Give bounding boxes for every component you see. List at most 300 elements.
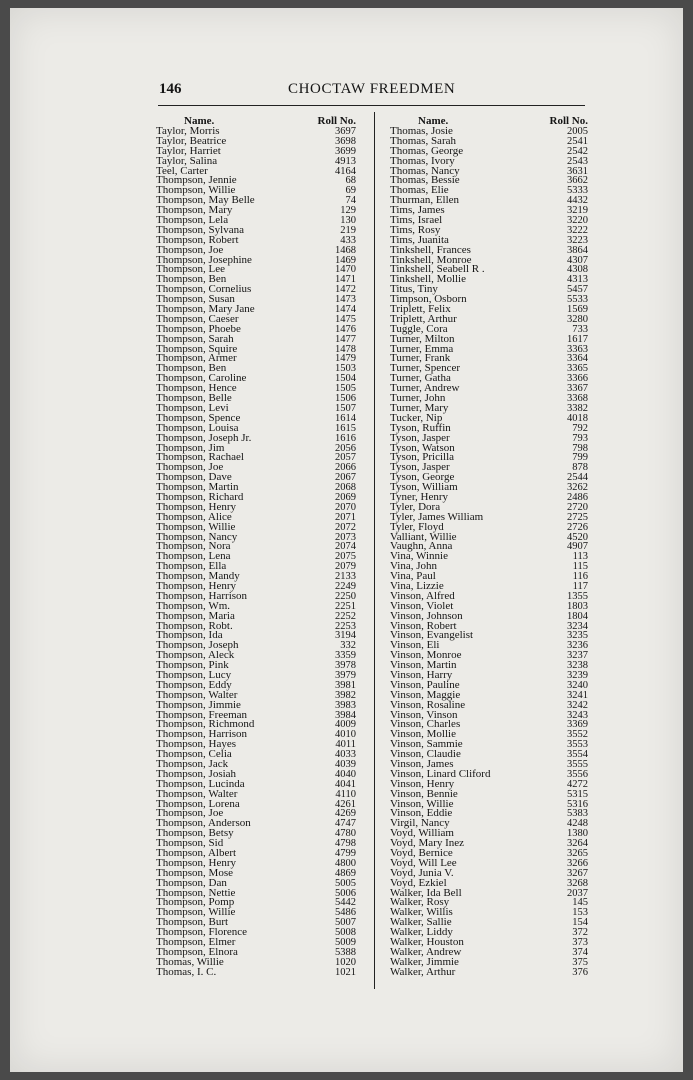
entry-roll-number: 4272 — [567, 778, 588, 790]
entry-roll-number: 2068 — [335, 482, 356, 494]
entry-name: Taylor, Beatrice — [156, 134, 227, 147]
entry-name: Vinson, Bennie — [390, 787, 458, 800]
entry-roll-number: 1476 — [335, 323, 356, 335]
entry-roll-number: 1616 — [335, 432, 356, 444]
entry-name: Walker, Ida Bell — [390, 886, 462, 899]
entry-name: Thompson, Lela — [156, 214, 229, 227]
entry-name: Voyd, William — [390, 827, 454, 840]
page-number: 146 — [159, 81, 182, 97]
entry-roll-number: 1614 — [335, 412, 356, 424]
entry-roll-number: 3698 — [335, 135, 356, 147]
entry-name: Thompson, Pomp — [156, 896, 235, 909]
entry-name: Thompson, Sylvana — [156, 223, 244, 236]
entry-name: Tyson, William — [390, 481, 458, 494]
entry-roll-number: 1506 — [335, 393, 356, 405]
entry-name: Vinson, Alfred — [390, 589, 455, 602]
entry-name: Thompson, Joe — [156, 243, 224, 256]
entry-roll-number: 219 — [340, 224, 356, 236]
entry-name: Thompson, Albert — [156, 847, 237, 860]
entry-name: Thompson, Elnora — [156, 945, 238, 958]
entry-roll-number: 3239 — [567, 669, 588, 681]
entry-roll-number: 5388 — [335, 946, 356, 958]
entry-roll-number: 1617 — [567, 333, 588, 345]
page-title: CHOCTAW FREEDMEN — [288, 81, 456, 97]
entry-name: Tyson, Jasper — [390, 431, 450, 444]
entry-roll-number: 3368 — [567, 393, 588, 405]
entry-name: Tims, Israel — [390, 214, 443, 227]
entry-roll-number: 2037 — [567, 887, 588, 899]
entry-name: Thompson, Harrison — [156, 589, 248, 602]
entry-roll-number: 4041 — [335, 778, 356, 790]
entry-roll-number: 4110 — [335, 788, 356, 800]
entry-name: Tims, Rosy — [390, 223, 441, 236]
entry-name: Thompson, Jim — [156, 441, 225, 454]
entry-name: Tuggle, Cora — [390, 322, 448, 335]
entry-roll-number: 3365 — [567, 363, 588, 375]
entry-name: Tinkshell, Monroe — [390, 253, 472, 266]
entry-roll-number: 3382 — [567, 402, 588, 414]
entry-roll-number: 3359 — [335, 650, 356, 662]
entry-roll-number: 115 — [572, 561, 588, 573]
entry-roll-number: 4308 — [567, 264, 588, 276]
entry-name: Thompson, Jack — [156, 758, 229, 770]
entry-name: Vinson, Charles — [390, 718, 461, 731]
entry-name: Thompson, Lee — [156, 263, 226, 276]
entry-roll-number: 2067 — [335, 472, 356, 484]
entry-name: Thompson, Walter — [156, 688, 238, 701]
entry-name: Thompson, Burt — [156, 916, 229, 929]
entry-roll-number: 3984 — [335, 709, 356, 721]
entry-name: Tinkshell, Mollie — [390, 273, 466, 286]
entry-roll-number: 5457 — [567, 284, 588, 296]
entry-name: Thompson, Robt. — [156, 619, 233, 632]
entry-name: Tyson, Pricilla — [390, 451, 455, 464]
entry-roll-number: 5442 — [335, 897, 356, 909]
entry-name: Thomas, Josie — [390, 125, 453, 137]
entry-name: Walker, Houston — [390, 936, 464, 949]
entry-name: Thompson, Sid — [156, 837, 224, 850]
entry-roll-number: 1478 — [335, 343, 356, 355]
entry-roll-number: 2074 — [335, 541, 356, 553]
entry-name: Vinson, Mollie — [390, 728, 456, 741]
entry-name: Thompson, Spence — [156, 411, 241, 424]
entry-roll-number: 5006 — [335, 887, 356, 899]
entry-roll-number: 2070 — [335, 501, 356, 513]
entry-roll-number: 2075 — [335, 551, 356, 563]
right-entry-list — [390, 127, 588, 978]
entry-roll-number: 3864 — [567, 244, 588, 256]
entry-roll-number: 3983 — [335, 699, 356, 711]
entry-name: Walker, Jimmie — [390, 955, 459, 968]
entry-roll-number: 3699 — [335, 145, 356, 157]
entry-roll-number: 4164 — [335, 165, 356, 177]
name-header: Name. — [418, 115, 449, 127]
entry-name: Thompson, Ella — [156, 560, 227, 573]
entry-name: Tyner, Henry — [390, 490, 449, 503]
entry-roll-number: 2251 — [335, 600, 356, 612]
entry-name: Thompson, Mary Jane — [156, 303, 255, 316]
entry-roll-number: 4798 — [335, 838, 356, 850]
entry-roll-number: 376 — [572, 966, 588, 978]
entry-roll-number: 3554 — [567, 749, 588, 761]
entry-name: Vinson, Eddie — [390, 807, 453, 820]
entry-name: Thompson, Richmond — [156, 718, 255, 731]
entry-name: Vina, Paul — [390, 570, 436, 583]
entry-name: Thompson, Hayes — [156, 738, 237, 751]
entry-roll-number: 3237 — [567, 650, 588, 662]
entry-roll-number: 1475 — [335, 313, 356, 325]
entry-name: Thomas, Ivory — [390, 154, 455, 167]
entry-name: Turner, Mary — [390, 401, 449, 414]
entry-name: Thompson, Henry — [156, 500, 237, 513]
entry-roll-number: 1507 — [335, 402, 356, 414]
entry-roll-number: 3979 — [335, 669, 356, 681]
entry-roll-number: 2056 — [335, 442, 356, 454]
entry-roll-number: 117 — [572, 580, 588, 592]
entry-roll-number: 792 — [572, 422, 588, 434]
entry-roll-number: 3219 — [567, 205, 588, 217]
entry-name: Tyson, George — [390, 471, 455, 484]
entry-roll-number: 3366 — [567, 373, 588, 385]
entry-name: Tucker, Nip — [390, 411, 443, 424]
entry-name: Thompson, Robert — [156, 233, 239, 246]
entry-roll-number: 4780 — [335, 828, 356, 840]
entry-roll-number: 2071 — [335, 511, 356, 523]
entry-roll-number: 5333 — [567, 185, 588, 197]
entry-name: Thompson, Levi — [156, 401, 229, 414]
entry-name: Walker, Sallie — [390, 916, 452, 929]
entry-name: Thompson, Cornelius — [156, 283, 252, 296]
entry-name: Vinson, Martin — [390, 659, 457, 672]
entry-name: Thompson, Jimmie — [156, 698, 241, 711]
entry-roll-number: 2250 — [335, 590, 356, 602]
entry-roll-number: 2066 — [335, 462, 356, 474]
entry-name: Thompson, May Belle — [156, 194, 255, 207]
entry-name: Vinson, Eli — [390, 639, 440, 652]
entry-name: Thompson, Willie — [156, 520, 236, 533]
entry-name: Thompson, Willie — [156, 184, 236, 197]
entry-roll-number: 1469 — [335, 254, 356, 266]
entry-name: Vinson, Rosaline — [390, 698, 466, 711]
entry-name: Thurman, Ellen — [390, 194, 460, 207]
entry-roll-number: 3268 — [567, 877, 588, 889]
entry-name: Tyler, James William — [390, 510, 484, 523]
entry-name: Taylor, Morris — [156, 125, 220, 137]
entry-roll-number: 4520 — [567, 531, 588, 543]
entry-roll-number: 1471 — [335, 274, 356, 286]
entry-roll-number: 4747 — [335, 818, 356, 830]
entry-roll-number: 2541 — [567, 135, 588, 147]
entry-name: Taylor, Harriet — [156, 144, 221, 157]
entry-roll-number: 793 — [572, 432, 588, 444]
entry-name: Voyd, Ezkiel — [390, 876, 447, 889]
entry-roll-number: 3369 — [567, 719, 588, 731]
entry-name: Thompson, Martin — [156, 481, 239, 494]
entry-name: Vinson, Violet — [390, 599, 454, 612]
entry-name: Thompson, Rachael — [156, 451, 244, 464]
column-divider — [374, 112, 375, 989]
entry-roll-number: 1021 — [335, 966, 356, 978]
entry-name: Walker, Rosy — [390, 896, 450, 909]
entry-roll-number: 2726 — [567, 521, 588, 533]
entry-roll-number: 4432 — [567, 195, 588, 207]
entry-roll-number: 4009 — [335, 719, 356, 731]
entry-roll-number: 3265 — [567, 848, 588, 860]
entry-roll-number: 113 — [572, 551, 588, 563]
header-rule — [158, 105, 585, 106]
entry-name: Thompson, Lucy — [156, 668, 232, 681]
entry-roll-number: 3981 — [335, 679, 356, 691]
entry-roll-number: 2005 — [567, 126, 588, 137]
entry-roll-number: 3234 — [567, 620, 588, 632]
entry-name: Thompson, Lucinda — [156, 777, 245, 790]
entry-roll-number: 116 — [572, 571, 588, 583]
entry-roll-number: 3553 — [567, 739, 588, 751]
entry-roll-number: 3363 — [567, 343, 588, 355]
entry-name: Thompson, Josiah — [156, 767, 237, 780]
entry-roll-number: 2542 — [567, 145, 588, 157]
entry-roll-number: 5316 — [567, 798, 588, 810]
entry-name: Thompson, Mose — [156, 866, 233, 879]
entry-name: Voyd, Bernice — [390, 847, 453, 860]
entry-name: Vinson, Evangelist — [390, 629, 474, 642]
entry-roll-number: 5005 — [335, 877, 356, 889]
entry-name: Thompson, Dave — [156, 471, 232, 484]
entry-name: Thompson, Caeser — [156, 312, 239, 325]
entry-name: Tyson, Jasper — [390, 461, 450, 474]
entry-name: Thomas, Nancy — [390, 164, 460, 177]
entry-roll-number: 1020 — [335, 956, 356, 968]
entry-name: Vina, Lizzie — [390, 579, 444, 592]
entry-roll-number: 5008 — [335, 927, 356, 939]
entry-name: Thomas, George — [390, 144, 464, 157]
entry-name: Thompson, Lorena — [156, 797, 240, 810]
entry-roll-number: 3242 — [567, 699, 588, 711]
entry-name: Triplett, Felix — [390, 303, 451, 316]
entry-name: Tims, Juanita — [390, 233, 449, 246]
entry-roll-number: 3243 — [567, 709, 588, 721]
entry-roll-number: 3556 — [567, 768, 588, 780]
entry-name: Thompson, Maria — [156, 609, 235, 622]
entry-name: Thompson, Susan — [156, 293, 235, 306]
entry-roll-number: 2133 — [335, 571, 356, 583]
entry-roll-number: 1479 — [335, 353, 356, 365]
entry-name: Thomas, I. C. — [156, 965, 217, 978]
entry-name: Vina, John — [390, 560, 438, 573]
entry-name: Thompson, Belle — [156, 392, 232, 405]
document-page — [10, 8, 683, 1072]
entry-name: Turner, Milton — [390, 332, 455, 345]
entry-roll-number: 3367 — [567, 383, 588, 395]
entry-name: Thompson, Alice — [156, 510, 232, 523]
entry-name: Thomas, Elie — [390, 184, 449, 197]
entry-roll-number: 798 — [572, 442, 588, 454]
entry-roll-number: 1803 — [567, 600, 588, 612]
entry-name: Turner, Gatha — [390, 372, 451, 385]
entry-name: Thompson, Nora — [156, 540, 231, 553]
entry-name: Titus, Tiny — [390, 283, 438, 296]
entry-name: Voyd, Mary Inez — [390, 837, 465, 850]
entry-name: Vinson, Harry — [390, 668, 453, 681]
entry-roll-number: 3235 — [567, 630, 588, 642]
entry-name: Thompson, Lena — [156, 550, 231, 563]
left-column — [156, 116, 356, 978]
entry-name: Thompson, Elmer — [156, 936, 236, 949]
entry-name: Valliant, Willie — [390, 530, 457, 543]
entry-roll-number: 4018 — [567, 412, 588, 424]
entry-name: Timpson, Osborn — [390, 293, 467, 306]
entry-roll-number: 3280 — [567, 313, 588, 325]
entry-roll-number: 878 — [572, 462, 588, 474]
entry-roll-number: 4907 — [567, 541, 588, 553]
entry-name: Thompson, Ida — [156, 629, 223, 642]
entry-name: Vinson, James — [390, 758, 454, 770]
entry-name: Vinson, Claudie — [390, 748, 461, 761]
entry-roll-number: 3267 — [567, 867, 588, 879]
entry-name: Turner, John — [390, 392, 446, 405]
entry-name: Thompson, Richard — [156, 490, 244, 503]
entry-name: Turner, Andrew — [390, 382, 460, 395]
entry-name: Thompson, Caroline — [156, 372, 247, 385]
entry-name: Vinson, Sammie — [390, 738, 463, 751]
entry-roll-number: 3266 — [567, 857, 588, 869]
entry-roll-number: 4039 — [335, 759, 356, 770]
list-item — [156, 965, 356, 978]
entry-name: Thompson, Ben — [156, 273, 227, 286]
entry-roll-number: 1468 — [335, 244, 356, 256]
entry-name: Thomas, Sarah — [390, 134, 456, 147]
entry-name: Thompson, Pink — [156, 659, 229, 672]
entry-name: Tyler, Dora — [390, 500, 441, 513]
entry-roll-number: 3222 — [567, 224, 588, 236]
entry-roll-number: 3262 — [567, 482, 588, 494]
entry-roll-number: 4869 — [335, 867, 356, 879]
entry-name: Thompson, Freeman — [156, 708, 248, 721]
entry-roll-number: 3223 — [567, 234, 588, 246]
entry-name: Thompson, Nettie — [156, 886, 236, 899]
entry-name: Vinson, Linard Cliford — [390, 767, 491, 780]
entry-roll-number: 2073 — [335, 531, 356, 543]
entry-name: Thompson, Joseph — [156, 639, 239, 652]
entry-name: Thompson, Louisa — [156, 421, 239, 434]
entry-roll-number: 4011 — [335, 739, 356, 751]
entry-name: Walker, Arthur — [390, 965, 456, 978]
entry-name: Thompson, Florence — [156, 926, 248, 939]
entry-roll-number: 5383 — [567, 808, 588, 820]
entry-name: Tinkshell, Frances — [390, 243, 471, 256]
entry-roll-number: 3194 — [335, 630, 356, 642]
entry-name: Thompson, Joseph Jr. — [156, 431, 252, 444]
name-header: Name. — [184, 115, 215, 127]
entry-name: Walker, Andrew — [390, 945, 462, 958]
entry-name: Tims, James — [390, 204, 445, 217]
entry-name: Thompson, Josephine — [156, 253, 252, 266]
entry-roll-number: 69 — [345, 185, 356, 197]
entry-name: Thompson, Phoebe — [156, 322, 241, 335]
entry-roll-number: 3236 — [567, 640, 588, 652]
entry-name: Turner, Frank — [390, 352, 451, 365]
entry-name: Taylor, Salina — [156, 154, 218, 167]
entry-roll-number: 2544 — [567, 472, 588, 484]
entry-roll-number: 3364 — [567, 353, 588, 365]
entry-name: Thompson, Willie — [156, 906, 236, 919]
entry-name: Thompson, Sarah — [156, 332, 234, 345]
entry-roll-number: 4307 — [567, 254, 588, 266]
entry-roll-number: 3241 — [567, 689, 588, 701]
entry-roll-number: 4261 — [335, 798, 356, 810]
entry-name: Vinson, Willie — [390, 797, 454, 810]
entry-roll-number: 1470 — [335, 264, 356, 276]
right-column — [390, 116, 588, 978]
entry-roll-number: 5533 — [567, 294, 588, 306]
entry-name: Tyson, Ruffin — [390, 421, 451, 434]
entry-roll-number: 4913 — [335, 155, 356, 167]
entry-roll-number: 2253 — [335, 620, 356, 632]
roll-header: Roll No. — [317, 115, 356, 127]
entry-roll-number: 799 — [572, 452, 588, 464]
entry-name: Voyd, Junia V. — [390, 866, 454, 879]
entry-name: Vaughn, Anna — [390, 540, 453, 553]
entry-name: Thompson, Henry — [156, 579, 237, 592]
entry-roll-number: 3555 — [567, 759, 588, 770]
entry-roll-number: 3982 — [335, 689, 356, 701]
entry-roll-number: 373 — [572, 937, 588, 949]
entry-roll-number: 3552 — [567, 729, 588, 741]
entry-roll-number: 2486 — [567, 491, 588, 503]
entry-roll-number: 5009 — [335, 937, 356, 949]
entry-name: Walker, Willis — [390, 906, 453, 919]
entry-name: Turner, Emma — [390, 342, 454, 355]
entry-roll-number: 4040 — [335, 768, 356, 780]
entry-roll-number: 5315 — [567, 788, 588, 800]
entry-name: Virgil, Nancy — [390, 817, 450, 830]
entry-name: Triplett, Arthur — [390, 312, 457, 325]
roll-header: Roll No. — [549, 115, 588, 127]
entry-roll-number: 2543 — [567, 155, 588, 167]
entry-roll-number: 68 — [345, 175, 356, 187]
entry-roll-number: 1380 — [567, 828, 588, 840]
entry-roll-number: 3240 — [567, 679, 588, 691]
entry-roll-number: 1472 — [335, 284, 356, 296]
entry-name: Vinson, Pauline — [390, 678, 460, 691]
entry-name: Thompson, Betsy — [156, 827, 234, 840]
left-entry-list — [156, 127, 356, 978]
entry-name: Vinson, Johnson — [390, 609, 463, 622]
entry-roll-number: 2079 — [335, 561, 356, 573]
entry-roll-number: 2069 — [335, 491, 356, 503]
entry-roll-number: 2057 — [335, 452, 356, 464]
entry-name: Thompson, Harrison — [156, 728, 248, 741]
entry-roll-number: 375 — [572, 956, 588, 968]
entry-roll-number: 1503 — [335, 363, 356, 375]
entry-name: Thompson, Joe — [156, 461, 224, 474]
entry-roll-number: 154 — [572, 917, 588, 929]
entry-roll-number: 1355 — [567, 590, 588, 602]
entry-roll-number: 1474 — [335, 304, 356, 316]
entry-name: Thompson, Eddy — [156, 678, 232, 691]
entry-name: Teel, Carter — [156, 164, 208, 177]
entry-roll-number: 4010 — [335, 729, 356, 741]
entry-roll-number: 3220 — [567, 215, 588, 227]
entry-name: Tinkshell, Seabell R . — [390, 263, 485, 276]
entry-roll-number: 3631 — [567, 165, 588, 177]
entry-roll-number: 332 — [340, 640, 356, 652]
entry-name: Thompson, Walter — [156, 787, 238, 800]
entry-name: Vinson, Monroe — [390, 649, 462, 662]
entry-roll-number: 4248 — [567, 818, 588, 830]
entry-name: Thompson, Wm. — [156, 599, 231, 612]
entry-name: Thompson, Mary — [156, 204, 233, 217]
